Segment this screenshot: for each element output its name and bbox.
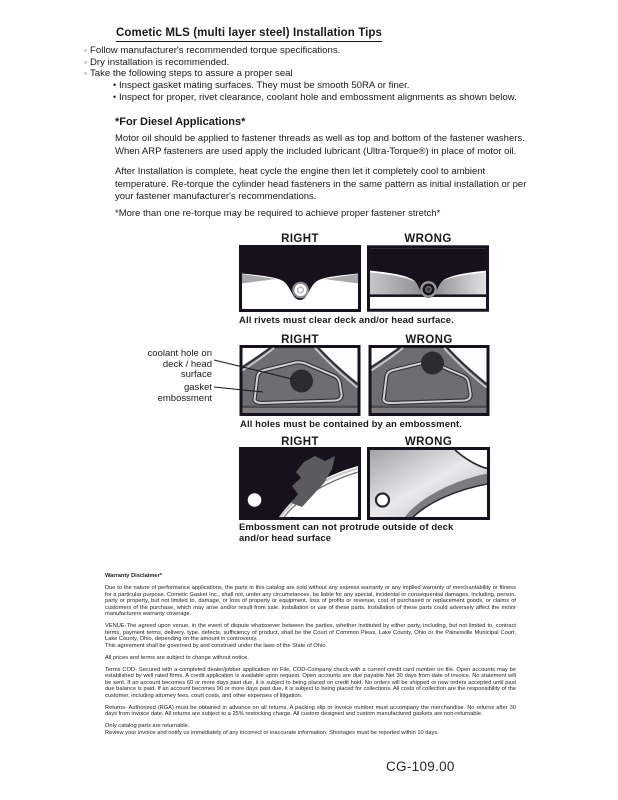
circle-bullet-icon: ◦ (84, 68, 88, 79)
embossment-wrong-diagram (368, 345, 490, 416)
tip-text: Inspect for proper, rivet clearance, coolant hole and embossment alignments as shown below. (119, 91, 517, 103)
rivet-wrong-diagram (367, 245, 489, 312)
footer-paragraph: All prices and terms are subject to change without notice. (105, 654, 249, 661)
dot-bullet-icon: • (113, 80, 117, 91)
gasket-embossment-label: gasket embossment (157, 382, 212, 404)
dot-bullet-icon: • (113, 91, 117, 102)
coolant-wrong-illustration (368, 345, 490, 416)
right-label: RIGHT (281, 436, 319, 448)
wrong-label: WRONG (405, 334, 453, 346)
page-number: CG-109.00 (386, 759, 455, 774)
bolt-hole-circle (248, 493, 262, 507)
protrusion-right-illustration (239, 447, 361, 520)
footer-paragraph: Review your invoice and notify us immediately of any incorrect or inaccurate information. Shortages must be reported within 10 days. (105, 729, 439, 736)
circle-bullet-icon: ◦ (84, 56, 88, 67)
footer-paragraph: Returns- Authorized (RGA) must be obtained in advance on all returns. A packing slip or invoice number must accompany the merchandise. No returns after 30 days from invoice date. All returns are subject to a 25% restocking charge. All custom designed and custom manufactured gaskets are non-returnable. (105, 704, 516, 717)
diesel-applications-heading: *For Diesel Applications* (115, 116, 246, 128)
tip-text: Dry installation is recommended. (90, 56, 230, 68)
wrong-label: WRONG (404, 436, 453, 448)
protrusion-wrong-illustration (367, 447, 490, 520)
circle-bullet-icon: ◦ (84, 45, 88, 55)
footer-paragraph: Due to the nature of performance applications, the parts in this catalog are sold without any express warranty or any implied warranty of merchantability or fitness for a particular purpose. Cometic Gasket Inc., shall not, under any circumstances, be liable for any special, incidental or consequential damages, including, person, party or property, but not limited to, damage, or loss of property or equipment, loss of profits or revenue, cost of purchased or replacement goods, or claims of customers of the purchase, which may arise and/or result from sale, installation or use of these parts. Installation of these parts could adversely affect the motor manufacturers warranty coverage. (105, 585, 516, 617)
tip-text: Follow manufacturer's recommended torque specifications. (90, 45, 341, 56)
protrusion-wrong-diagram (367, 447, 490, 520)
right-label: RIGHT (281, 233, 319, 245)
tip-item (84, 92, 524, 104)
diagram-caption: All holes must be contained by an embossment. (240, 419, 462, 430)
leader-lines (210, 353, 298, 398)
tip-text: Take the following steps to assure a proper seal (90, 68, 293, 80)
rivet-right-illustration (239, 245, 361, 312)
tip-item (84, 68, 524, 80)
right-label: RIGHT (281, 334, 319, 346)
tip-item (84, 57, 524, 69)
footer-paragraph: Terms COD- Secured with a completed dealer/jobber application on File, COD-Company check with a current credit card number on file. Open accounts may be established by well rated firms. A credit application is available upon request. Open accounts are due payable Net 30 days from date of invoice. No statement will be sent. If an account becomes 60 or more days past due, it is subject to being placed on credit hold. No orders will be shipped or new orders accepted until past due balance is paid. If an account becomes 90 or more days past due, it is subject to being placed for collections. All costs of collection are the responsibility of the customer, including attorney fees, court costs, and other expenses of litigation. (105, 666, 516, 699)
wrong-label: WRONG (404, 233, 452, 245)
tip-item (84, 45, 524, 57)
bolt-hole-circle (376, 494, 389, 507)
gasket-embossment-pointer-line (214, 387, 263, 392)
coolant-hole-label: coolant hole on deck / head surface (147, 348, 212, 380)
footer-paragraph: Only catalog parts are returnable. (105, 723, 190, 729)
warranty-disclaimer (105, 573, 516, 736)
retorque-note: *More than one re-torque may be required to achieve proper fastener stretch* (115, 208, 441, 219)
tips-list (84, 45, 524, 104)
diagram-caption: All rivets must clear deck and/or head surface. (239, 315, 454, 326)
coolant-hole-pointer-line (214, 360, 292, 379)
page-title: Cometic MLS (multi layer steel) Installation Tips (116, 27, 382, 42)
protrusion-right-diagram (239, 447, 361, 520)
tip-text: Inspect gasket mating surfaces. They must be smooth 50RA or finer. (119, 80, 410, 92)
footer-paragraph: VENUE-The agreed upon venue, in the event of dispute whatsoever between the parties, whether instituted by either party, including, but not limited to, contract terms, payment terms, delivery, type, defects, sufficiency of product, shall be the Court of Common Pleas, Lake County, Ohio or the Painesville Municipal Court, Lake County, Ohio, depending on the amount in controversy. (105, 623, 516, 642)
footer-paragraph: This agreement shall be governed by and construed under the laws of the State of Ohio. (105, 642, 327, 649)
tip-item (84, 80, 524, 92)
diesel-paragraph: Motor oil should be applied to fastener threads as well as top and bottom of the fastener washers. When ARP fasteners are used apply the included lubricant (Ultra-Torque®) in place of motor oil. (115, 133, 525, 157)
rivet-wrong-illustration (367, 245, 489, 312)
warranty-heading: Warranty Disclaimer* (105, 573, 163, 579)
coolant-hole-circle (421, 352, 444, 375)
diagram-caption: Embossment can not protrude outside of deck and/or head surface (239, 522, 454, 544)
diesel-paragraph: After Installation is complete, heat cycle the engine then let it completely cool to ambient temperature. Re-torque the cylinder head fasteners in the same pattern as initial installation or per your fastener manufacturer's recommendations. (115, 166, 527, 202)
rivet-right-diagram (239, 245, 361, 312)
